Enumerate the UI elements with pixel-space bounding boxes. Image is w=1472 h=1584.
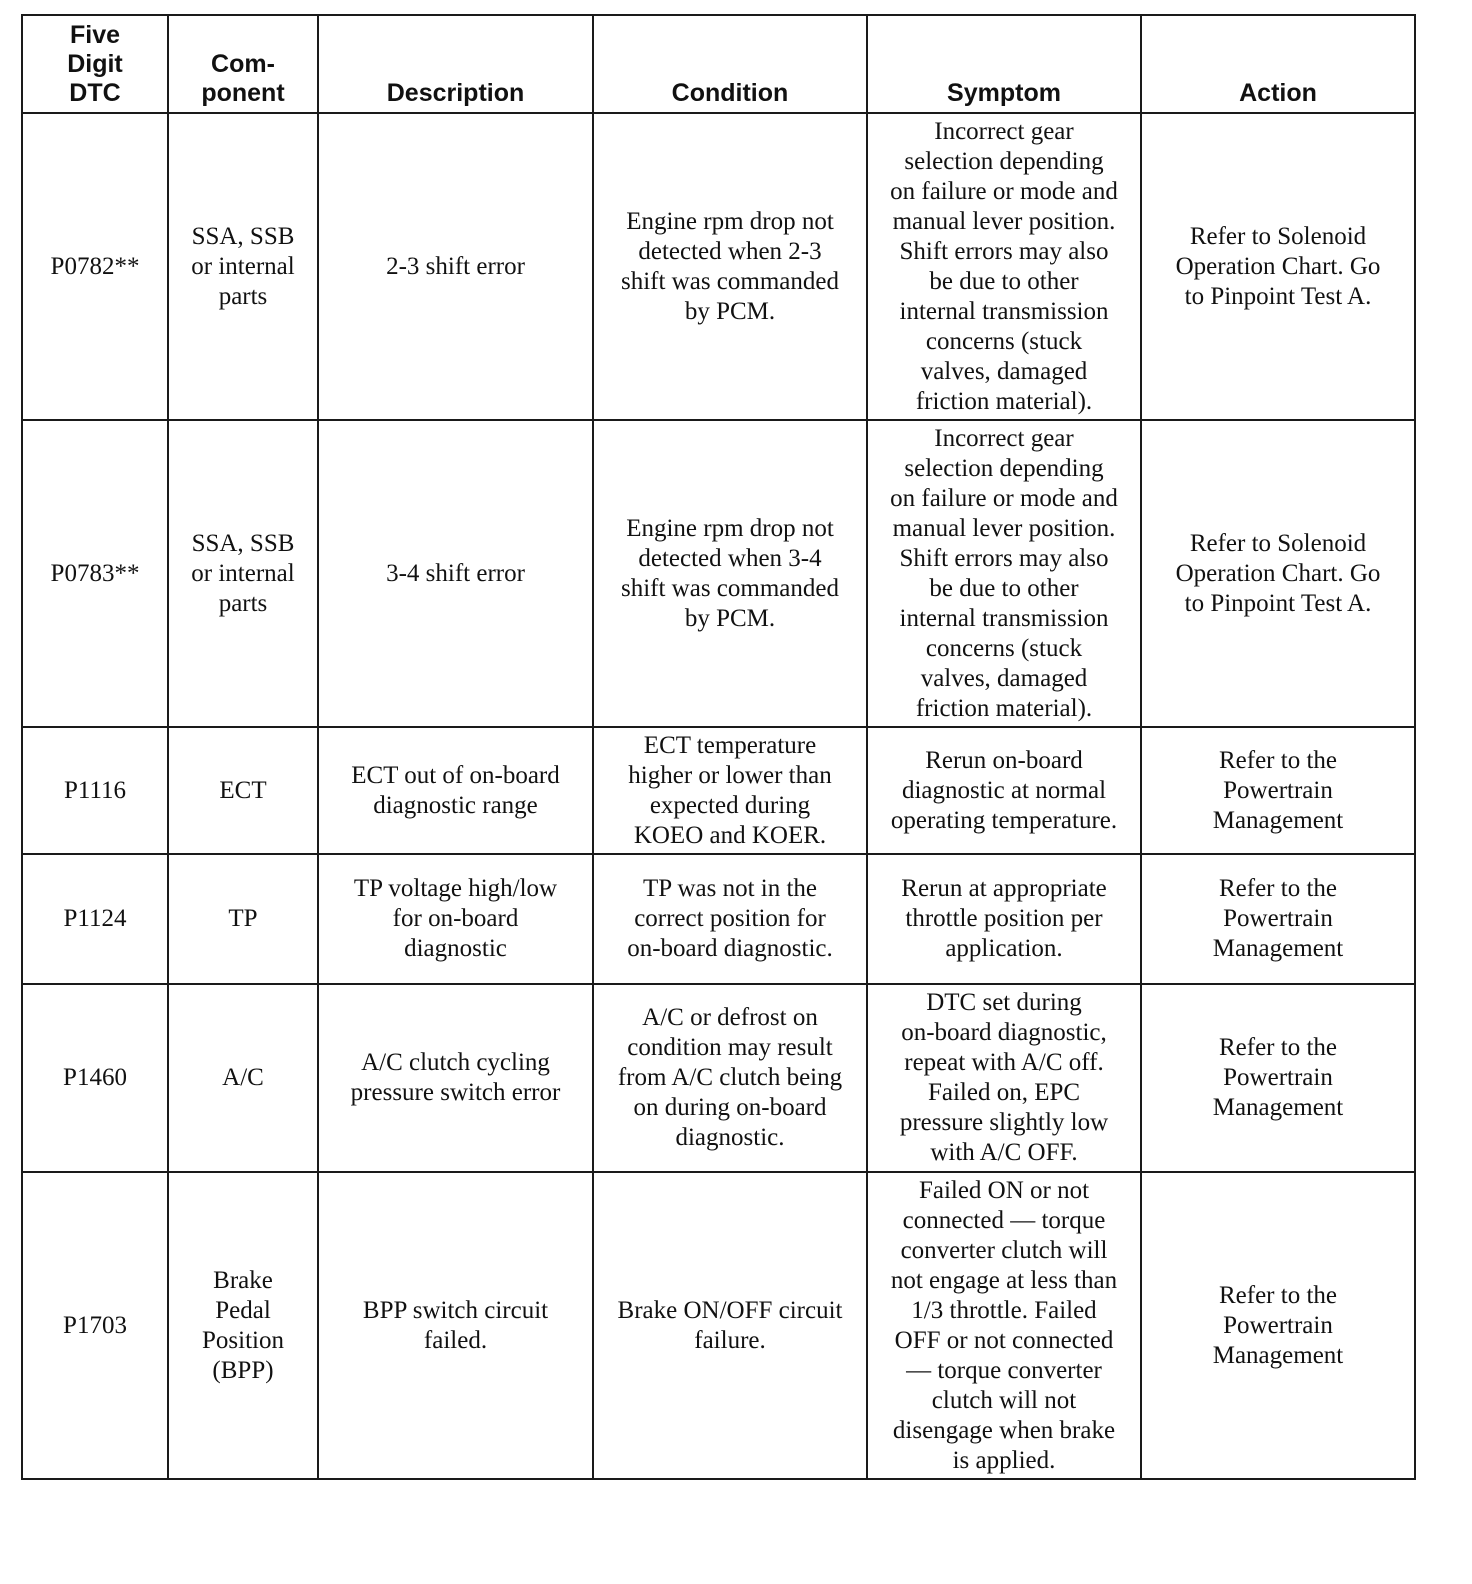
action-cell: Refer to the Powertrain Management <box>1141 727 1415 854</box>
symptom-cell: Rerun at appropriate throttle position per application. <box>867 854 1141 984</box>
table-row <box>22 1172 1415 1479</box>
action-cell: Refer to the Powertrain Management <box>1141 854 1415 984</box>
table-row <box>22 854 1415 984</box>
condition-cell: Engine rpm drop not detected when 3-4 shift was commanded by PCM. <box>593 420 867 727</box>
dtc-cell: P1460 <box>22 984 168 1172</box>
table-row <box>22 420 1415 727</box>
header-description: Description <box>318 15 593 113</box>
table-row <box>22 984 1415 1172</box>
description-cell: TP voltage high/low for on-board diagnostic <box>318 854 593 984</box>
condition-cell: TP was not in the correct position for on-board diagnostic. <box>593 854 867 984</box>
table-row <box>22 727 1415 854</box>
dtc-cell: P0783** <box>22 420 168 727</box>
dtc-cell: P1116 <box>22 727 168 854</box>
symptom-cell: Failed ON or not connected — torque converter clutch will not engage at less than 1/3 throttle. Failed OFF or not connected — torque converter clutch will not disengage when brake is applied. <box>867 1172 1141 1479</box>
dtc-cell: P1124 <box>22 854 168 984</box>
action-cell: Refer to the Powertrain Management <box>1141 984 1415 1172</box>
header-symptom: Symptom <box>867 15 1141 113</box>
condition-cell: Engine rpm drop not detected when 2-3 shift was commanded by PCM. <box>593 113 867 420</box>
description-cell: 3-4 shift error <box>318 420 593 727</box>
component-cell: SSA, SSB or internal parts <box>168 113 318 420</box>
component-cell: A/C <box>168 984 318 1172</box>
action-cell: Refer to Solenoid Operation Chart. Go to Pinpoint Test A. <box>1141 113 1415 420</box>
header-component: Com- ponent <box>168 15 318 113</box>
description-cell: A/C clutch cycling pressure switch error <box>318 984 593 1172</box>
condition-cell: Brake ON/OFF circuit failure. <box>593 1172 867 1479</box>
dtc-table <box>21 14 1416 1480</box>
condition-cell: ECT temperature higher or lower than expected during KOEO and KOER. <box>593 727 867 854</box>
symptom-cell: DTC set during on-board diagnostic, repeat with A/C off. Failed on, EPC pressure slightly low with A/C OFF. <box>867 984 1141 1172</box>
symptom-cell: Rerun on-board diagnostic at normal operating temperature. <box>867 727 1141 854</box>
header-action: Action <box>1141 15 1415 113</box>
header-five-digit-dtc: Five Digit DTC <box>22 15 168 113</box>
symptom-cell: Incorrect gear selection depending on failure or mode and manual lever position. Shift errors may also be due to other internal transmission concerns (stuck valves, damaged friction material). <box>867 420 1141 727</box>
condition-cell: A/C or defrost on condition may result from A/C clutch being on during on-board diagnostic. <box>593 984 867 1172</box>
symptom-cell: Incorrect gear selection depending on failure or mode and manual lever position. Shift errors may also be due to other internal transmission concerns (stuck valves, damaged friction material). <box>867 113 1141 420</box>
component-cell: ECT <box>168 727 318 854</box>
component-cell: Brake Pedal Position (BPP) <box>168 1172 318 1479</box>
description-cell: ECT out of on-board diagnostic range <box>318 727 593 854</box>
action-cell: Refer to the Powertrain Management <box>1141 1172 1415 1479</box>
description-cell: 2-3 shift error <box>318 113 593 420</box>
description-cell: BPP switch circuit failed. <box>318 1172 593 1479</box>
header-condition: Condition <box>593 15 867 113</box>
component-cell: TP <box>168 854 318 984</box>
dtc-cell: P1703 <box>22 1172 168 1479</box>
table-row <box>22 113 1415 420</box>
component-cell: SSA, SSB or internal parts <box>168 420 318 727</box>
dtc-cell: P0782** <box>22 113 168 420</box>
header-row <box>22 15 1415 113</box>
action-cell: Refer to Solenoid Operation Chart. Go to Pinpoint Test A. <box>1141 420 1415 727</box>
